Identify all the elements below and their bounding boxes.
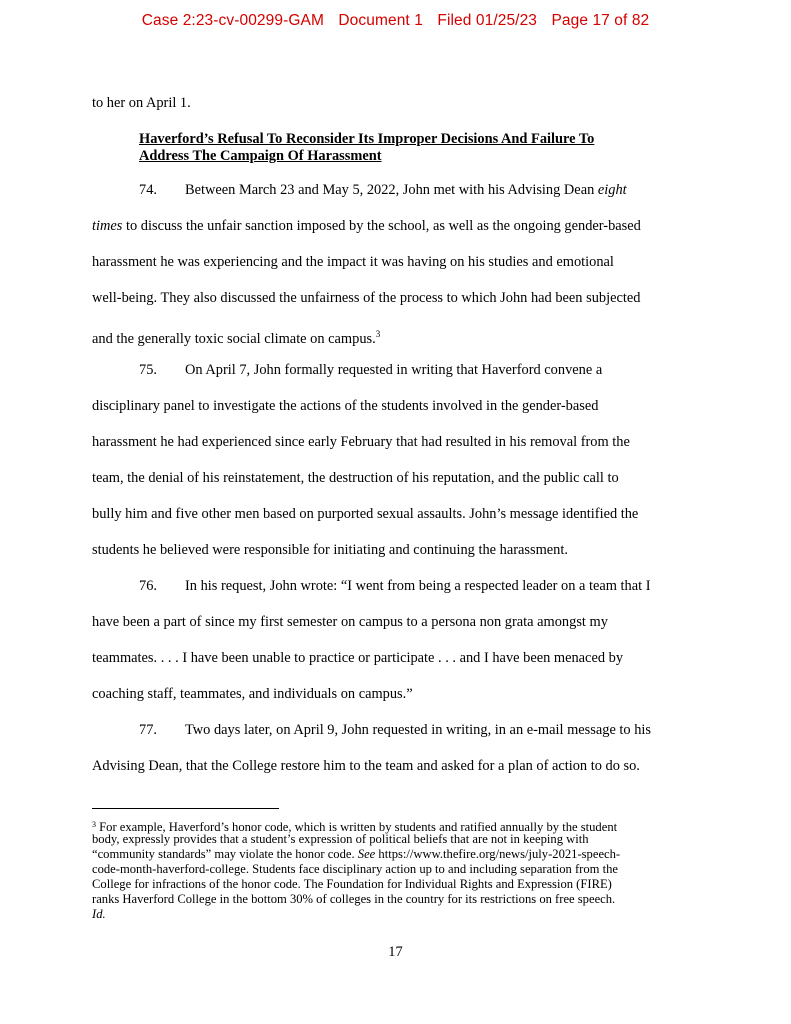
section-heading-line-2: Address The Campaign Of Harassment — [139, 148, 382, 164]
paragraph-75-line-6: students he believed were responsible for initiating and continuing the harassment. — [92, 542, 568, 558]
page-count: Page 17 of 82 — [551, 12, 650, 29]
paragraph-74-line-4: well-being. They also discussed the unfairness of the process to which John had been subjected — [92, 290, 641, 306]
paragraph-number: 76. — [139, 578, 157, 594]
paragraph-75-line-5: bully him and five other men based on purported sexual assaults. John’s message identified the — [92, 506, 639, 522]
section-heading-line-1: Haverford’s Refusal To Reconsider Its Improper Decisions And Failure To — [139, 131, 595, 147]
paragraph-number: 77. — [139, 722, 157, 738]
paragraph-75-line-4: team, the denial of his reinstatement, the destruction of his reputation, and the public call to — [92, 470, 619, 486]
footnote-divider — [92, 808, 279, 809]
paragraph-77-line-1: 77. Two days later, on April 9, John requested in writing, in an e-mail message to his — [139, 722, 652, 738]
case-number: Case 2:23-cv-00299-GAM — [141, 12, 324, 29]
filed-date: Filed 01/25/23 — [437, 12, 538, 29]
paragraph-76-line-3: teammates. . . . I have been unable to practice or participate . . . and I have been menaced by — [92, 650, 624, 666]
paragraph-number: 75. — [139, 362, 157, 378]
footnote-line-6: ranks Haverford College in the bottom 30% of colleges in the country for its restrictions on free speech. — [92, 892, 616, 906]
footnote-line-7: Id. — [92, 907, 106, 921]
paragraph-76-line-1: 76. In his request, John wrote: “I went from being a respected leader on a team that I — [139, 578, 651, 594]
paragraph-75-line-3: harassment he had experienced since early February that had resulted in his removal from the — [92, 434, 630, 450]
intro-line: to her on April 1. — [92, 95, 191, 111]
footnote-url[interactable]: https://www.thefire.org/news/july-2021-speech- — [375, 847, 621, 861]
court-filing-header — [0, 12, 791, 30]
paragraph-77-line-2: Advising Dean, that the College restore him to the team and asked for a plan of action to do so. — [92, 758, 640, 774]
paragraph-number: 74. — [139, 182, 157, 198]
footnote-line-5: College for infractions of the honor code. The Foundation for Individual Rights and Expression (FIRE) — [92, 877, 612, 891]
paragraph-75-line-1: 75. On April 7, John formally requested in writing that Haverford convene a — [139, 362, 603, 378]
paragraph-74-line-5: and the generally toxic social climate on campus.$^3$ — [92, 329, 381, 347]
footnote-reference[interactable]: 3 — [375, 329, 381, 339]
document-number: Document 1 — [338, 12, 423, 29]
paragraph-76-line-4: coaching staff, teammates, and individuals on campus.” — [92, 686, 413, 702]
paragraph-74-line-1: 74. Between March 23 and May 5, 2022, John met with his Advising Dean eight — [139, 182, 627, 198]
footnote-marker: 3 — [92, 820, 96, 829]
footnote-line-3: “community standards” may violate the honor code. See https://www.thefire.org/news/july-2021-speech- — [92, 847, 621, 861]
footnote-line-2: body, expressly provides that a student’s expression of political beliefs that are not in keeping with — [92, 832, 589, 846]
paragraph-75-line-2: disciplinary panel to investigate the actions of the students involved in the gender-based — [92, 398, 599, 414]
footnote-line-1: $^3$ For example, Haverford’s honor code, which is written by students and ratified annually by the student — [92, 820, 618, 834]
paragraph-76-line-2: have been a part of since my first semester on campus to a persona non grata amongst my — [92, 614, 608, 630]
paragraph-74-line-3: harassment he was experiencing and the impact it was having on his studies and emotional — [92, 254, 614, 270]
footnote-line-4: code-month-haverford-college. Students face disciplinary action up to and including separation from the — [92, 862, 618, 876]
paragraph-74-line-2: times to discuss the unfair sanction imposed by the school, as well as the ongoing gender-based — [92, 218, 641, 234]
page-number: 17 — [388, 944, 403, 960]
